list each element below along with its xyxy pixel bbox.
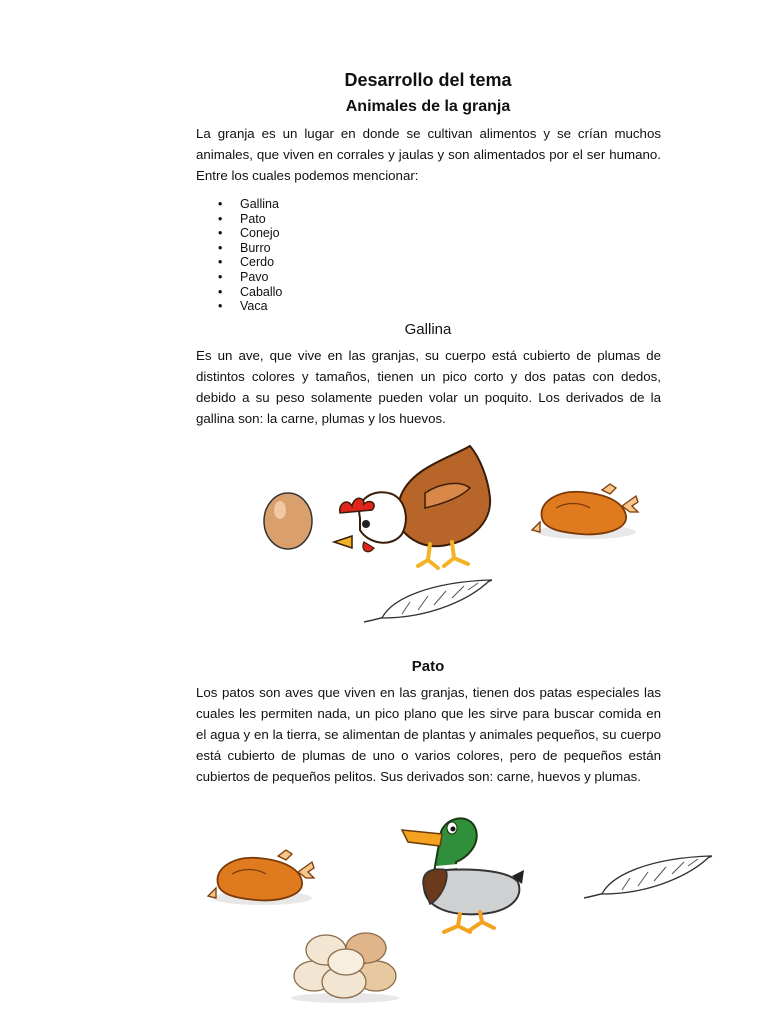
- intro-paragraph: La granja es un lugar en donde se cultivan alimentos y se crían muchos animales, que viven en corrales y jaulas y son alimentados por el ser humano. Entre los cuales podemos mencionar:: [196, 126, 661, 183]
- list-item: • Caballo: [218, 285, 282, 300]
- roast-chicken-illustration: [532, 482, 640, 542]
- document-subtitle: Animales de la granja: [345, 98, 511, 115]
- list-item: • Pato: [218, 212, 282, 227]
- list-item: • Cerdo: [218, 255, 282, 270]
- section-heading-pato: Pato: [411, 658, 445, 675]
- duck-illustration: [400, 808, 526, 936]
- gallina-paragraph: Es un ave, que vive en las granjas, su cuerpo está cubierto de plumas de distintos colores y tamaños, tienen un pico corto y dos patas con dedos, debido a su peso solamente pueden volar un poquito. Los derivados de la gallina son: la carne, plumas y los huevos.: [196, 348, 661, 426]
- roast-duck-illustration: [208, 848, 316, 908]
- list-item: • Vaca: [218, 299, 282, 314]
- egg-illustration: [262, 490, 314, 550]
- list-item: • Burro: [218, 241, 282, 256]
- document-title: Desarrollo del tema: [344, 70, 512, 90]
- list-item: • Pavo: [218, 270, 282, 285]
- list-item: • Conejo: [218, 226, 282, 241]
- egg-pile-illustration: [286, 924, 404, 1004]
- pato-paragraph: Los patos son aves que viven en las granjas, tienen dos patas especiales las cuales les permiten nada, un pico plano que les sirve para buscar comida en el agua y en la tierra, se alimentan de plantas y animales pequeños, su cuerpo está cubierto de plumas de uno o varios colores, pero de pequeños están cubiertos de pequeños pelitos. Sus derivados son: carne, huevos y plumas.: [196, 685, 661, 784]
- hen-illustration: [330, 438, 500, 570]
- feather-illustration: [582, 854, 714, 902]
- feather-illustration: [362, 578, 494, 626]
- list-item: • Gallina: [218, 197, 282, 212]
- section-heading-gallina: Gallina: [404, 321, 452, 338]
- animal-list: [218, 197, 282, 314]
